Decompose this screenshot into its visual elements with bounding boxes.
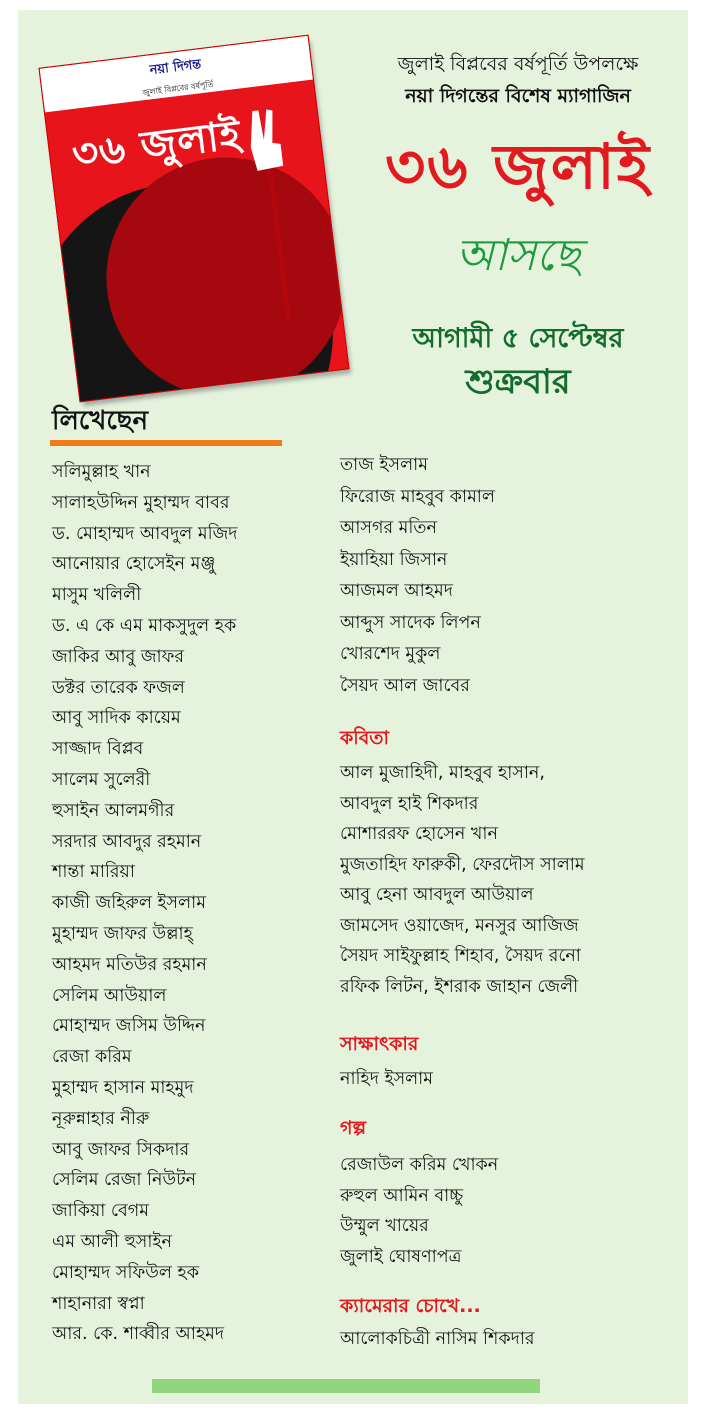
story-item: রুহুল আমিন বাচ্চু (340, 1185, 464, 1206)
interview-list (340, 1064, 433, 1095)
poet-name: আবদুল হাই শিকদার (340, 793, 479, 814)
writer-name: আহমদ মতিউর রহমান (52, 954, 207, 975)
cover-subtitle: জুলাই বিপ্লবের বর্ষপূর্তি (141, 79, 215, 98)
writer-name: সালেম সুলেরী (52, 769, 151, 790)
writer-name: হুসাইন আলমগীর (52, 800, 175, 821)
writer-name: শান্তা মারিয়া (52, 862, 135, 883)
poet-name: আবু হেনা আবদুল আউয়াল (340, 885, 534, 905)
story-list (340, 1150, 498, 1272)
camera-item: আলোকচিত্রী নাসিম শিকদার (340, 1329, 535, 1349)
magazine-title: ৩৬ জুলাই (384, 130, 652, 203)
writer-name: সাজ্জাদ বিপ্লব (52, 739, 144, 760)
writer-name: সলিমুল্লাহ খান (52, 462, 151, 482)
writer-name: সরদার আবদুর রহমান (52, 831, 202, 852)
writer-name: ড. মোহাম্মদ আবদুল মজিদ (52, 523, 238, 544)
writer-name: শাহানারা স্বপ্না (52, 1293, 145, 1314)
writer-name: জাকিয়া বেগম (52, 1201, 149, 1222)
header-line-2: নয়া দিগন্তের বিশেষ ম্যাগাজিন (405, 85, 631, 107)
writer-name: কাজী জহিরুল ইসলাম (52, 893, 206, 914)
poetry-list (340, 758, 585, 1002)
writer-name: ডক্টর তারেক ফজল (52, 677, 185, 698)
writer-name: সেলিম রেজা নিউটন (52, 1170, 197, 1191)
magazine-cover-image (38, 35, 349, 403)
writer-name: মোহাম্মদ জসিম উদ্দিন (52, 1016, 206, 1037)
writer-name: নূরুন্নাহার নীরু (52, 1108, 150, 1129)
poetry-heading: কবিতা (340, 727, 390, 749)
writer-name: খোরশেদ মুকুল (340, 644, 441, 664)
story-item: জুলাই ঘোষণাপত্র (340, 1246, 462, 1267)
header-line-1: জুলাই বিপ্লবের বর্ষপূর্তি উপলক্ষে (397, 53, 639, 75)
poet-name: মুজতাহিদ ফারুকী, ফেরদৌস সালাম (340, 854, 585, 875)
footer-bar (152, 1379, 540, 1393)
heading-divider (50, 440, 282, 446)
advertisement-panel (18, 10, 688, 1404)
poet-name: আল মুজাহিদী, মাহবুব হাসান, (340, 763, 545, 783)
story-heading: গল্প (340, 1117, 367, 1139)
writer-name: ড. এ কে এম মাকসুদুল হক (52, 615, 237, 636)
writers-heading: লিখেছেন (52, 406, 149, 436)
poet-name: মোশাররফ হোসেন খান (340, 824, 498, 844)
release-day: শুক্রবার (465, 362, 571, 402)
writer-name: মুহাম্মদ জাফর উল্লাহ্ (52, 923, 193, 944)
writer-name: আসগর মতিন (340, 518, 437, 538)
writer-name: জাকির আবু জাফর (52, 646, 185, 667)
coming-text: আসছে (455, 230, 581, 281)
writer-name: সৈয়দ আল জাবের (340, 675, 470, 696)
writer-name: রেজা করিম (52, 1047, 132, 1068)
writer-name: ফিরোজ মাহবুব কামাল (340, 486, 495, 507)
camera-heading: ক্যামেরার চোখে... (340, 1295, 481, 1317)
cover-masthead (40, 36, 313, 113)
writer-name: তাজ ইসলাম (340, 455, 428, 475)
writer-name: মুহাম্মদ হাসান মাহমুদ (52, 1077, 194, 1098)
story-item: উম্মুল খায়ের (340, 1216, 429, 1236)
writer-name: সেলিম আউয়াল (52, 985, 167, 1006)
writer-name: আনোয়ার হোসেইন মঞ্জু (52, 554, 216, 575)
story-item: রেজাউল করিম খোকন (340, 1155, 499, 1175)
interview-heading: সাক্ষাৎকার (340, 1033, 419, 1055)
poet-name: সৈয়দ সাইফুল্লাহ শিহাব, সৈয়দ রনো (340, 946, 581, 966)
writer-name: এম আলী হুসাইন (52, 1231, 172, 1252)
writers-list-left (52, 457, 237, 1350)
poet-name: জামসেদ ওয়াজেদ, মনসুর আজিজ (340, 915, 579, 936)
writer-name: আর. কে. শাব্বীর আহমদ (52, 1324, 225, 1345)
interview-item: নাহিদ ইসলাম (340, 1069, 433, 1089)
poet-name: রফিক লিটন, ইশরাক জাহান জেলী (340, 976, 579, 997)
camera-list (340, 1324, 535, 1355)
writer-name: আবু সাদিক কায়েম (52, 708, 181, 729)
release-date: আগামী ৫ সেপ্টেম্বর (412, 323, 624, 354)
writer-name: মাসুম খলিলী (52, 585, 142, 606)
cover-title: ৩৬ জুলাই (69, 111, 244, 179)
writer-name: আব্দুস সাদেক লিপন (340, 612, 481, 633)
writer-name: আজমল আহমদ (340, 581, 453, 601)
writer-name: সালাহউদ্দিন মুহাম্মদ বাবর (52, 492, 230, 513)
writer-name: আবু জাফর সিকদার (52, 1139, 190, 1160)
cover-brand: নয়া দিগন্ত (148, 57, 203, 79)
writer-name: মোহাম্মদ সফিউল হক (52, 1262, 199, 1283)
writers-list-right (340, 450, 495, 702)
writer-name: ইয়াহিয়া জিসান (340, 549, 448, 570)
